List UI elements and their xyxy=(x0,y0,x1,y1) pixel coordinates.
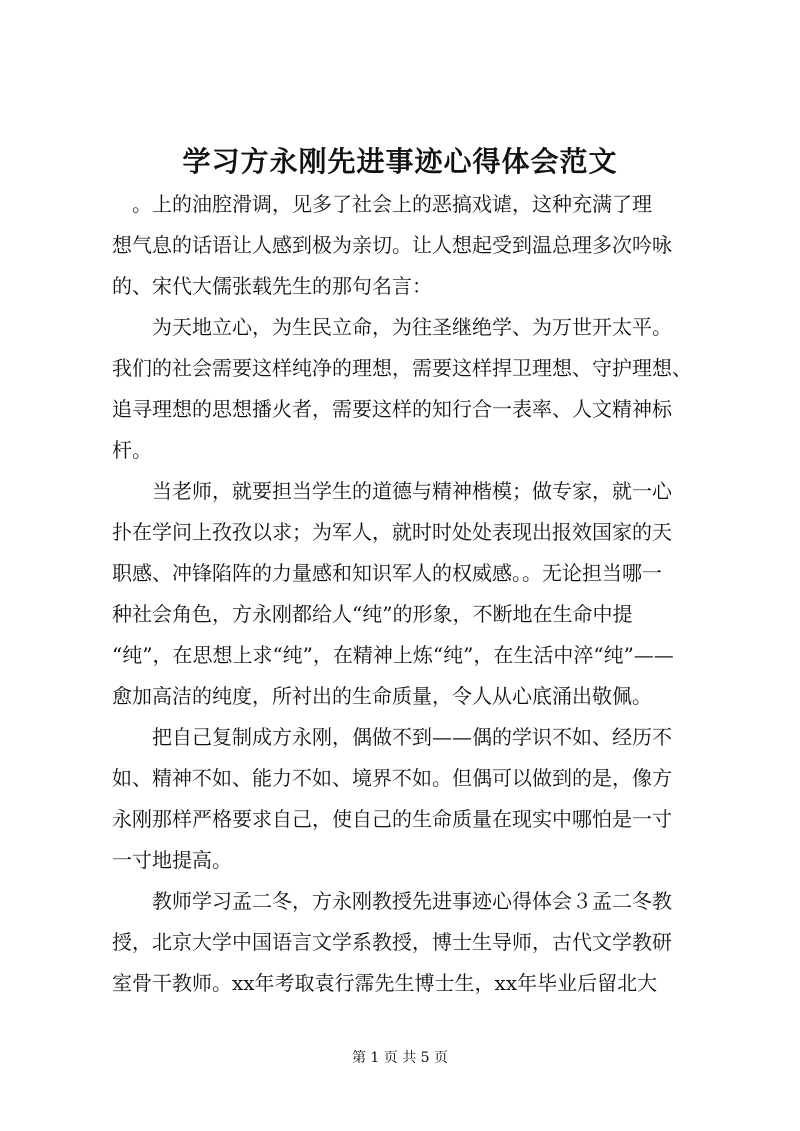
body-line: 永刚那样严格要求自己，使自己的生命质量在现实中哪怕是一寸 xyxy=(112,807,672,831)
body-line: 扑在学问上孜孜以求；为军人，就时时处处表现出报效国家的天 xyxy=(112,520,672,544)
body-line: 如、精神不如、能力不如、境界不如。但偶可以做到的是，像方 xyxy=(112,766,672,790)
body-line: 室骨干教师。xx年考取袁行霈先生博士生，xx年毕业后留北大 xyxy=(112,971,658,995)
body-line: 教师学习孟二冬，方永刚教授先进事迹心得体会３孟二冬教 xyxy=(112,889,672,913)
body-line: 职感、冲锋陷阵的力量感和知识军人的权威感。。无论担当哪一 xyxy=(112,561,662,585)
body-line: 授，北京大学中国语言文学系教授，博士生导师，古代文学教研 xyxy=(112,930,672,954)
body-line: 当老师，就要担当学生的道德与精神楷模；做专家，就一心 xyxy=(112,479,672,503)
body-line: 杆。 xyxy=(112,438,152,462)
body-line: 一寸地提高。 xyxy=(112,848,232,872)
body-line: 追寻理想的思想播火者，需要这样的知行合一表率、人文精神标 xyxy=(112,397,672,421)
body-line: 我们的社会需要这样纯净的理想，需要这样捍卫理想、守护理想、 xyxy=(112,356,692,380)
body-line: 愈加高洁的纯度，所衬出的生命质量，令人从心底涌出敬佩。 xyxy=(112,684,652,708)
page-title: 学习方永刚先进事迹心得体会范文 xyxy=(182,145,618,178)
body-line: 把自己复制成方永刚，偶做不到——偶的学识不如、经历不 xyxy=(112,725,672,749)
body-line: 。上的油腔滑调，见多了社会上的恶搞戏谑，这种充满了理 xyxy=(112,192,652,216)
body-line: 想气息的话语让人感到极为亲切。让人想起受到温总理多次吟咏 xyxy=(112,233,672,257)
page-number: 第 1 页 共 5 页 xyxy=(351,1050,449,1066)
body-line: “纯”，在思想上求“纯”，在精神上炼“纯”，在生活中淬“纯”—— xyxy=(112,643,674,667)
body-line: 的、宋代大儒张载先生的那句名言： xyxy=(112,274,432,298)
body-line: 为天地立心，为生民立命，为往圣继绝学、为万世开太平。 xyxy=(112,315,672,339)
body-line: 种社会角色，方永刚都给人“纯”的形象，不断地在生命中提 xyxy=(112,602,633,626)
